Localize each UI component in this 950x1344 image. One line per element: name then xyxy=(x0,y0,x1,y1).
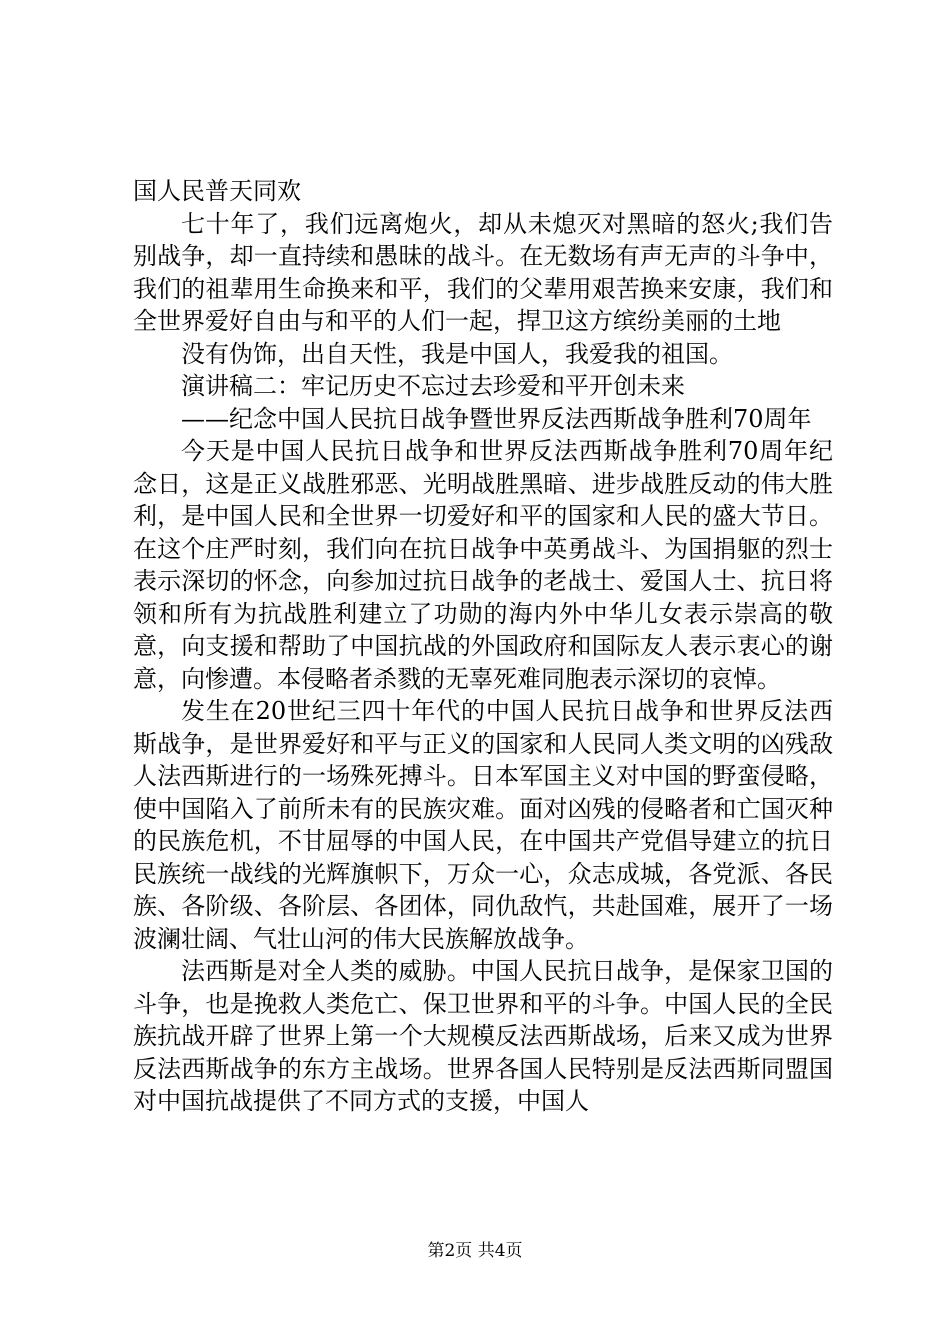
paragraph: 没有伪饰，出自天性，我是中国人，我爱我的祖国。 xyxy=(181,339,733,368)
paragraph: 七十年了，我们远离炮火，却从未熄灭对黑暗的怒火;我们告别战争，却一直持续和愚昧的战斗。在无数场有声无声的斗争中，我们的祖辈用生命换来和平，我们的父辈用艰苦换来安康，我们和全世界爱好自由与和平的人们一起，捍卫这方缤纷美丽的土地 xyxy=(133,209,833,335)
document-body xyxy=(133,175,833,1118)
page-number: 第2页 共4页 xyxy=(427,1241,523,1261)
paragraph: 发生在20世纪三四十年代的中国人民抗日战争和世界反法西斯战争，是世界爱好和平与正义的国家和人民同人类文明的凶残敌人法西斯进行的一场殊死搏斗。日本军国主义对中国的野蛮侵略，使中国陷入了前所未有的民族灾难。面对凶残的侵略者和亡国灭种的民族危机，不甘屈辱的中国人民，在中国共产党倡导建立的抗日民族统一战线的光辉旗帜下，万众一心，众志成城，各党派、各民族、各阶级、各阶层、各团体，同仇敌忾，共赴国难，展开了一场波澜壮阔、气壮山河的伟大民族解放战争。 xyxy=(133,697,833,953)
section-subtitle: ——纪念中国人民抗日战争暨世界反法西斯战争胜利70周年 xyxy=(181,404,812,433)
section-heading: 演讲稿二：牢记历史不忘过去珍爱和平开创未来 xyxy=(181,372,685,400)
page-footer xyxy=(0,1240,950,1262)
paragraph: 法西斯是对全人类的威胁。中国人民抗日战争，是保家卫国的斗争，也是挽救人类危亡、保卫世界和平的斗争。中国人民的全民族抗战开辟了世界上第一个大规模反法西斯战场，后来又成为世界反法西斯战争的东方主战场。世界各国人民特别是反法西斯同盟国对中国抗战提供了不同方式的支援，中国人 xyxy=(133,957,833,1115)
paragraph: 国人民普天同欢 xyxy=(133,177,301,205)
paragraph: 今天是中国人民抗日战争和世界反法西斯战争胜利70周年纪念日，这是正义战胜邪恶、光明战胜黑暗、进步战胜反动的伟大胜利，是中国人民和全世界一切爱好和平的国家和人民的盛大节日。在这个庄严时刻，我们向在抗日战争中英勇战斗、为国捐躯的烈士表示深切的怀念，向参加过抗日战争的老战士、爱国人士、抗日将领和所有为抗战胜利建立了功勋的海内外中华儿女表示崇高的敬意，向支援和帮助了中国抗战的外国政府和国际友人表示衷心的谢意，向惨遭。本侵略者杀戮的无辜死难同胞表示深切的哀悼。 xyxy=(133,437,833,693)
